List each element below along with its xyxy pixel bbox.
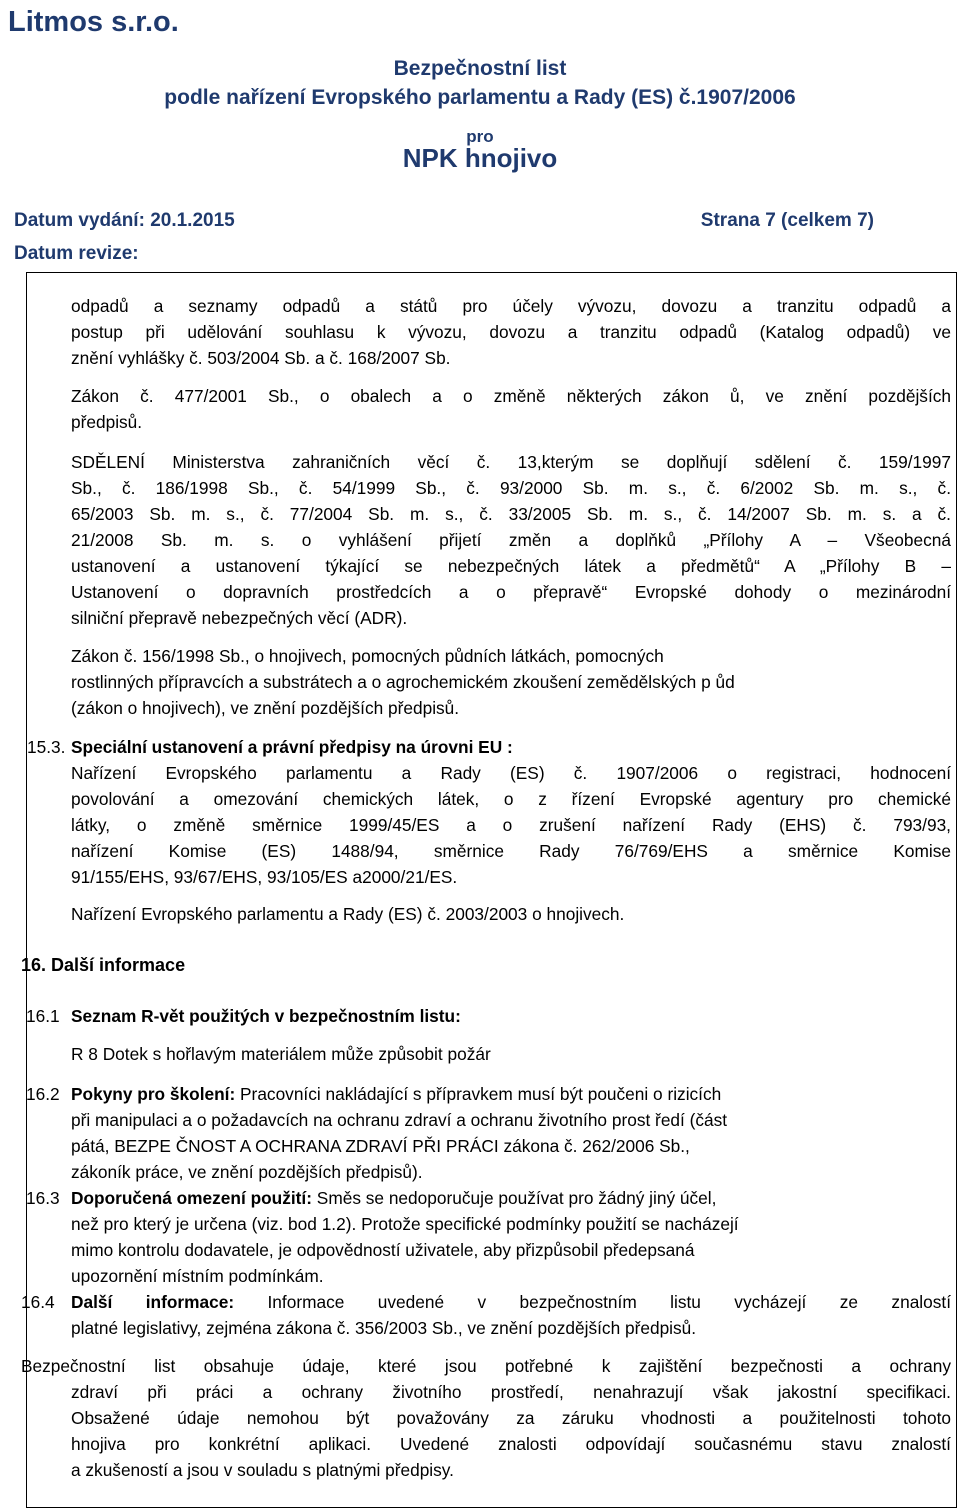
waste-regulation-paragraph xyxy=(71,293,951,371)
section-16-3-heading: Doporučená omezení použití: xyxy=(71,1188,312,1208)
text-line: Nařízení Evropského parlamentu a Rady (ES) č. 1907/2006 o registraci, hodnocení xyxy=(71,763,951,783)
text-line: pátá, BEZPE ČNOST A OCHRANA ZDRAVÍ PŘI PRÁCI zákona č. 262/2006 Sb., xyxy=(71,1136,690,1156)
text-line: Bezpečnostní list obsahuje údaje, které jsou potřebné k zajištění bezpečnosti a ochrany xyxy=(21,1356,951,1376)
text-line: 65/2003 Sb. m. s., č. 77/2004 Sb. m. s., č. 33/2005 Sb. m. s., č. 14/2007 Sb. m. s. a č. xyxy=(71,504,951,524)
text-line: mimo kontrolu dodavatele, je odpovědností uživatele, aby přizpůsobil předepsaná xyxy=(71,1240,695,1260)
further-information-paragraph xyxy=(71,1289,951,1341)
text-line: 21/2008 Sb. m. s. o vyhlášení přijetí změn a doplňků „Přílohy A – Všeobecná xyxy=(71,530,951,550)
page-number: Strana 7 (celkem 7) xyxy=(700,210,874,231)
training-paragraph xyxy=(71,1081,951,1185)
fertilizer-law-paragraph xyxy=(71,643,951,721)
product-name: NPK hnojivo xyxy=(402,143,558,173)
text-line: rostlinných přípravcích a substrátech a o agrochemickém zkoušení zemědělských p ůd xyxy=(71,672,735,692)
text-line: Zákon č. 477/2001 Sb., o obalech a o změně některých zákon ů, ve znění pozdějších xyxy=(71,386,951,406)
text-line: hnojiva pro konkrétní aplikaci. Uvedené znalosti odpovídají současnému stavu znalostí xyxy=(71,1434,951,1454)
text-line: Sb., č. 186/1998 Sb., č. 54/1999 Sb., č. 93/2000 Sb. m. s., č. 6/2002 Sb. m. s., č. xyxy=(71,478,951,498)
text-line: než pro který je určena (viz. bod 1.2). Protože specifické podmínky použití se nacházejí xyxy=(71,1214,739,1234)
section-15-3-heading: Speciální ustanovení a právní předpisy na úrovni EU : xyxy=(71,737,513,757)
company-name: Litmos s.r.o. xyxy=(8,6,179,38)
fertilizer-regulation-paragraph: Nařízení Evropského parlamentu a Rady (ES) č. 2003/2003 o hnojivech. xyxy=(71,904,625,924)
text-line: platné legislativy, zejména zákona č. 356/2003 Sb., ve znění pozdějších předpisů. xyxy=(71,1318,697,1338)
adr-notice-paragraph xyxy=(71,449,951,631)
text-line: povolování a omezování chemických látek, o z řízení Evropské agentury pro chemické xyxy=(71,789,951,809)
r-phrase-text: R 8 Dotek s hořlavým materiálem může způsobit požár xyxy=(71,1044,491,1064)
regulation-subtitle: podle nařízení Evropského parlamentu a Rady (ES) č.1907/2006 xyxy=(164,86,796,109)
text-line: znění vyhlášky č. 503/2004 Sb. a č. 168/2007 Sb. xyxy=(71,348,451,368)
text-line: látky, o změně směrnice 1999/45/ES a o zrušení nařízení Rady (EHS) č. 793/93, xyxy=(71,815,951,835)
text-line: odpadů a seznamy odpadů a států pro účely vývozu, dovozu a tranzitu odpadů a xyxy=(71,296,951,316)
text-line: a zkušeností a jsou v souladu s platnými předpisy. xyxy=(71,1460,454,1480)
text-line: zákoník práce, ve znění pozdějších předpisů). xyxy=(71,1162,423,1182)
text-line: SDĚLENÍ Ministerstva zahraničních věcí č. 13,kterým se doplňují sdělení č. 159/1997 xyxy=(71,452,951,472)
text-line: ustanovení a ustanovení týkající se nebezpečných látek a předmětů“ A „Přílohy B – xyxy=(71,556,951,576)
section-16-heading: 16. Další informace xyxy=(21,955,186,975)
section-15-3-number: 15.3. xyxy=(27,737,66,757)
text-line: Informace uvedené v bezpečnostním listu vycházejí ze znalostí xyxy=(267,1292,951,1312)
usage-restrictions-paragraph xyxy=(71,1185,951,1289)
section-16-2-heading: Pokyny pro školení: xyxy=(71,1084,236,1104)
section-16-2-number: 16.2 xyxy=(26,1084,60,1104)
section-16-4-heading: Další informace: xyxy=(71,1292,235,1312)
section-16-4-number: 16.4 xyxy=(21,1292,55,1312)
section-16-3-number: 16.3 xyxy=(26,1188,60,1208)
text-line: Směs se nedoporučuje používat pro žádný jiný účel, xyxy=(316,1188,717,1208)
text-line: Zákon č. 156/1998 Sb., o hnojivech, pomocných půdních látkách, pomocných xyxy=(71,646,664,666)
document-title: Bezpečnostní list xyxy=(393,57,567,80)
section-16-1-heading: Seznam R-vět použitých v bezpečnostním listu: xyxy=(71,1006,461,1026)
section-16-1-number: 16.1 xyxy=(26,1006,60,1026)
text-line: postup při udělování souhlasu k vývozu, dovozu a tranzitu odpadů (Katalog odpadů) ve xyxy=(71,322,951,342)
revision-date-label: Datum revize: xyxy=(14,243,139,264)
eu-regulation-paragraph xyxy=(71,760,951,890)
text-line: Pracovníci nakládající s přípravkem musí být poučeni o rizicích xyxy=(240,1084,722,1104)
text-line: silniční přepravě nebezpečných věcí (ADR). xyxy=(71,608,408,628)
text-line: 91/155/EHS, 93/67/EHS, 93/105/ES a2000/21/ES. xyxy=(71,867,458,887)
text-line: Obsažené údaje nemohou být považovány za záruku vhodnosti a použitelnosti tohoto xyxy=(71,1408,951,1428)
text-line: Ustanovení o dopravních prostředcích a o přepravě“ Evropské dohody o mezinárodní xyxy=(71,582,951,602)
text-line: upozornění místním podmínkám. xyxy=(71,1266,324,1286)
packaging-law-paragraph xyxy=(71,383,951,435)
text-line: zdraví při práci a ochrany životního prostředí, nenahrazují však jakostní specifikaci. xyxy=(71,1382,951,1402)
text-line: (zákon o hnojivech), ve znění pozdějších předpisů. xyxy=(71,698,460,718)
issue-date: Datum vydání: 20.1.2015 xyxy=(14,210,235,231)
text-line: předpisů. xyxy=(71,412,143,432)
title-prefix: pro xyxy=(466,127,494,146)
closing-disclaimer xyxy=(21,1353,951,1483)
text-line: při manipulaci a o požadavcích na ochranu zdraví a ochranu životního prost ředí (část xyxy=(71,1110,728,1130)
text-line: nařízení Komise (ES) 1488/94, směrnice Rady 76/769/EHS a směrnice Komise xyxy=(71,841,951,861)
